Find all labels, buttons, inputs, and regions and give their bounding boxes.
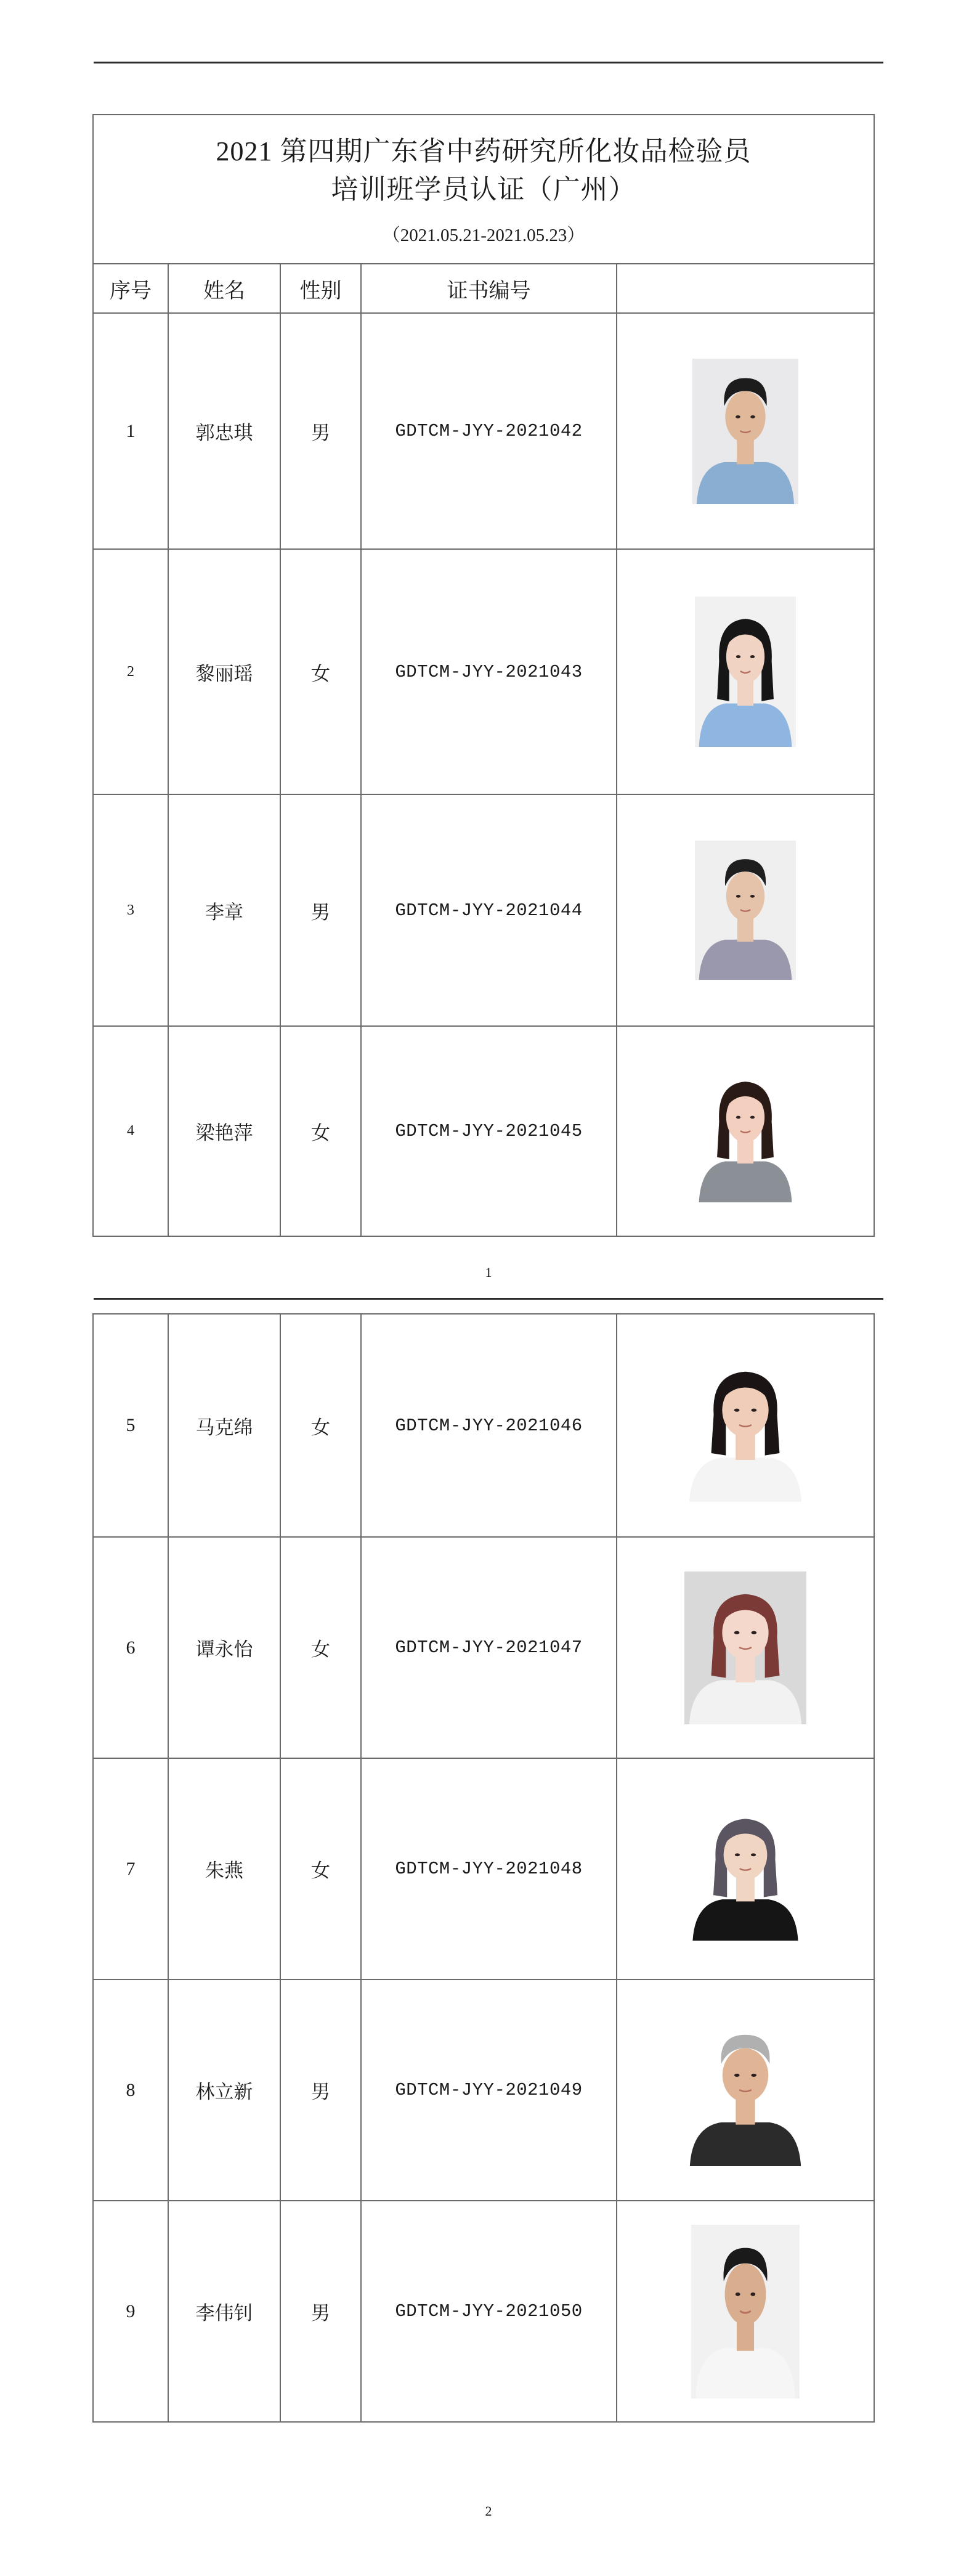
roster-table-page1 [92, 114, 875, 1237]
row-no: 4 [93, 1026, 168, 1236]
row-photo-cell [617, 549, 874, 794]
student-photo [688, 1798, 803, 1941]
row-photo-cell [617, 1537, 874, 1758]
col-header-no: 序号 [93, 264, 168, 313]
table-header-row [93, 264, 874, 313]
row-no: 7 [93, 1758, 168, 1979]
title-line-1: 2021 第四期广东省中药研究所化妆品检验员 [216, 136, 752, 166]
student-photo [695, 841, 796, 980]
row-gender: 女 [280, 1537, 361, 1758]
table-row [93, 1026, 874, 1236]
student-photo [691, 2225, 800, 2399]
row-gender: 男 [280, 2201, 361, 2422]
row-no: 9 [93, 2201, 168, 2422]
row-photo-cell [617, 313, 874, 549]
student-photo [684, 1571, 806, 1724]
row-name: 黎丽瑶 [168, 549, 280, 794]
student-photo [695, 597, 796, 747]
row-cert: GDTCM-JYY-2021045 [361, 1026, 617, 1236]
row-no: 1 [93, 313, 168, 549]
col-header-name: 姓名 [168, 264, 280, 313]
row-name: 林立新 [168, 1979, 280, 2201]
row-name: 梁艳萍 [168, 1026, 280, 1236]
table-row [93, 549, 874, 794]
table-row [93, 2201, 874, 2422]
col-header-cert: 证书编号 [361, 264, 617, 313]
row-cert: GDTCM-JYY-2021048 [361, 1758, 617, 1979]
table-title-cell [93, 115, 874, 264]
row-gender: 女 [280, 1026, 361, 1236]
row-gender: 男 [280, 313, 361, 549]
row-cert: GDTCM-JYY-2021050 [361, 2201, 617, 2422]
row-photo-cell [617, 1026, 874, 1236]
table-row [93, 1537, 874, 1758]
student-photo [685, 2015, 806, 2166]
row-photo-cell [617, 794, 874, 1026]
title-line-2: 培训班学员认证（广州） [331, 174, 636, 205]
row-photo-cell [617, 1314, 874, 1537]
table-row [93, 1758, 874, 1979]
row-no: 3 [93, 794, 168, 1026]
row-name: 李伟钊 [168, 2201, 280, 2422]
date-range: （2021.05.21-2021.05.23） [382, 225, 585, 245]
row-photo-cell [617, 1979, 874, 2201]
row-gender: 女 [280, 549, 361, 794]
table-row [93, 794, 874, 1026]
student-photo [692, 359, 798, 504]
row-name: 谭永怡 [168, 1537, 280, 1758]
table-row [93, 1314, 874, 1537]
row-name: 李章 [168, 794, 280, 1026]
row-no: 5 [93, 1314, 168, 1537]
page2-top-rule [94, 1298, 883, 1300]
row-cert: GDTCM-JYY-2021049 [361, 1979, 617, 2201]
page-number-2: 2 [485, 2503, 492, 2519]
row-cert: GDTCM-JYY-2021043 [361, 549, 617, 794]
row-cert: GDTCM-JYY-2021047 [361, 1537, 617, 1758]
row-cert: GDTCM-JYY-2021046 [361, 1314, 617, 1537]
row-no: 2 [93, 549, 168, 794]
row-gender: 男 [280, 1979, 361, 2201]
student-photo [695, 1061, 796, 1202]
page-number-1: 1 [485, 1265, 492, 1280]
col-header-photo [617, 264, 874, 313]
row-name: 郭忠琪 [168, 313, 280, 549]
row-no: 8 [93, 1979, 168, 2201]
col-header-gender: 性别 [280, 264, 361, 313]
table-row [93, 313, 874, 549]
row-photo-cell [617, 2201, 874, 2422]
row-gender: 男 [280, 794, 361, 1026]
row-cert: GDTCM-JYY-2021042 [361, 313, 617, 549]
student-photo [684, 1349, 806, 1502]
row-gender: 女 [280, 1758, 361, 1979]
roster-table-page2 [92, 1313, 875, 2423]
row-gender: 女 [280, 1314, 361, 1537]
row-no: 6 [93, 1537, 168, 1758]
table-row [93, 1979, 874, 2201]
row-photo-cell [617, 1758, 874, 1979]
row-cert: GDTCM-JYY-2021044 [361, 794, 617, 1026]
page1-top-rule [94, 62, 883, 63]
row-name: 朱燕 [168, 1758, 280, 1979]
row-name: 马克绵 [168, 1314, 280, 1537]
